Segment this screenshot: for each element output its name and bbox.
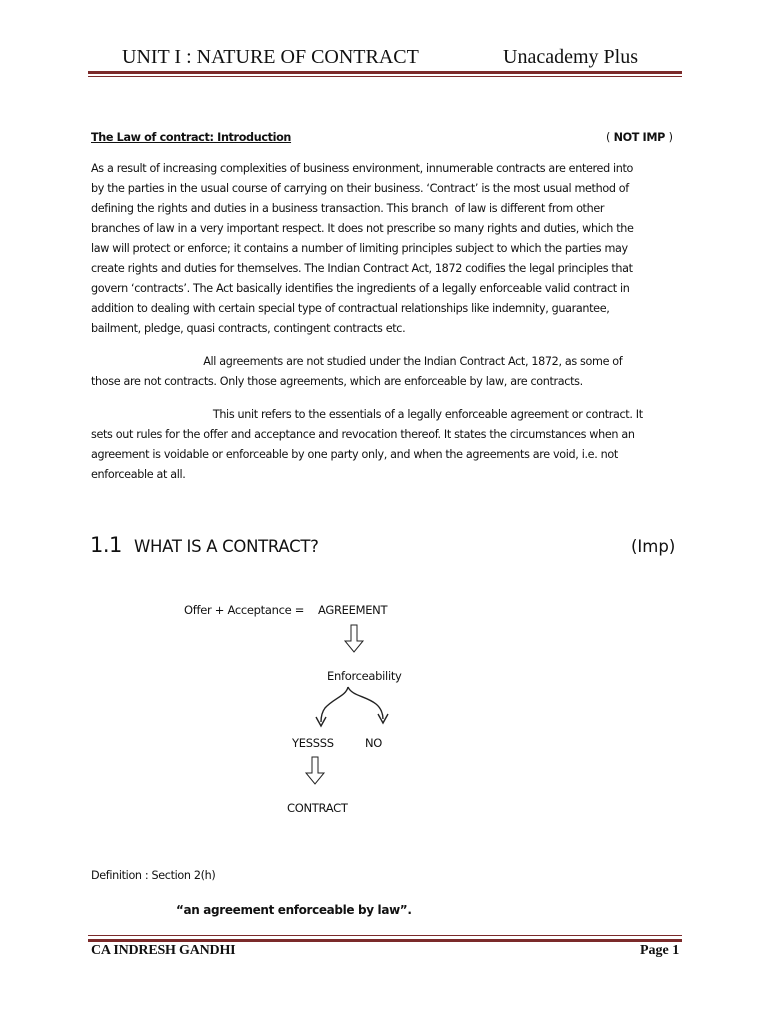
para1-line: bailment, pledge, quasi contracts, contingent contracts etc. bbox=[91, 322, 406, 335]
section-heading: The Law of contract: Introduction bbox=[91, 131, 292, 144]
para1-line: by the parties in the usual course of carrying on their business. ‘Contract’ is the most usual method of bbox=[91, 182, 629, 195]
footer-rule-thick bbox=[88, 939, 682, 942]
not-imp-tag: ( NOT IMP ) bbox=[606, 131, 673, 144]
definition-label: Definition : Section 2(h) bbox=[91, 869, 216, 882]
para2-line: All agreements are not studied under the Indian Contract Act, 1872, as some of bbox=[91, 355, 623, 368]
flow-no: NO bbox=[365, 736, 383, 750]
footer-author: CA INDRESH GANDHI bbox=[91, 943, 236, 958]
not-imp-label: NOT IMP bbox=[613, 131, 666, 144]
para1-line: addition to dealing with certain special type of contractual relationships like indemnity, guarantee, bbox=[91, 302, 610, 315]
para3-line: sets out rules for the offer and acceptance and revocation thereof. It states the circumstances when an bbox=[91, 428, 635, 441]
para1-line: As a result of increasing complexities of business environment, innumerable contracts are entered into bbox=[91, 162, 634, 175]
para3-line: This unit refers to the essentials of a legally enforceable agreement or contract. It bbox=[91, 408, 643, 421]
down-arrow-icon bbox=[302, 756, 330, 786]
intro-paragraph-2 bbox=[91, 352, 681, 392]
para1-line: law will protect or enforce; it contains a number of limiting principles subject to which the parties may bbox=[91, 242, 628, 255]
subsection-number: 1.1 bbox=[90, 533, 122, 557]
flow-enforceability: Enforceability bbox=[327, 669, 402, 683]
header-rule-thin bbox=[88, 76, 682, 77]
definition-quote: “an agreement enforceable by law”. bbox=[176, 903, 412, 917]
para2-line: those are not contracts. Only those agreements, which are enforceable by law, are contracts. bbox=[91, 375, 583, 388]
header-rule-thick bbox=[88, 71, 682, 74]
para1-line: govern ‘contracts’. The Act basically identifies the ingredients of a legally enforceable valid contract in bbox=[91, 282, 630, 295]
intro-paragraph-1 bbox=[91, 159, 681, 339]
footer-rule-thin bbox=[88, 935, 682, 936]
para3-line: agreement is voidable or enforceable by one party only, and when the agreements are void, i.e. not bbox=[91, 448, 618, 461]
flow-contract: CONTRACT bbox=[287, 801, 348, 815]
para3-line: enforceable at all. bbox=[91, 468, 186, 481]
header-title: UNIT I : NATURE OF CONTRACT bbox=[122, 46, 419, 68]
branch-arrows-icon bbox=[312, 684, 396, 730]
intro-paragraph-3 bbox=[91, 405, 681, 485]
header-brand: Unacademy Plus bbox=[503, 46, 638, 68]
flow-yes: YESSSS bbox=[292, 736, 334, 750]
subsection-title: WHAT IS A CONTRACT? bbox=[134, 537, 319, 556]
footer-page-number: Page 1 bbox=[640, 943, 680, 958]
para1-line: branches of law in a very important respect. It does not prescribe so many rights and duties, which the bbox=[91, 222, 634, 235]
flow-agreement: AGREEMENT bbox=[318, 603, 388, 617]
flow-equation: Offer + Acceptance = bbox=[184, 603, 305, 617]
imp-tag: (Imp) bbox=[631, 537, 676, 556]
down-arrow-icon bbox=[340, 624, 372, 654]
para1-line: defining the rights and duties in a business transaction. This branch of law is different from other bbox=[91, 202, 605, 215]
para1-line: create rights and duties for themselves. The Indian Contract Act, 1872 codifies the legal principles that bbox=[91, 262, 633, 275]
